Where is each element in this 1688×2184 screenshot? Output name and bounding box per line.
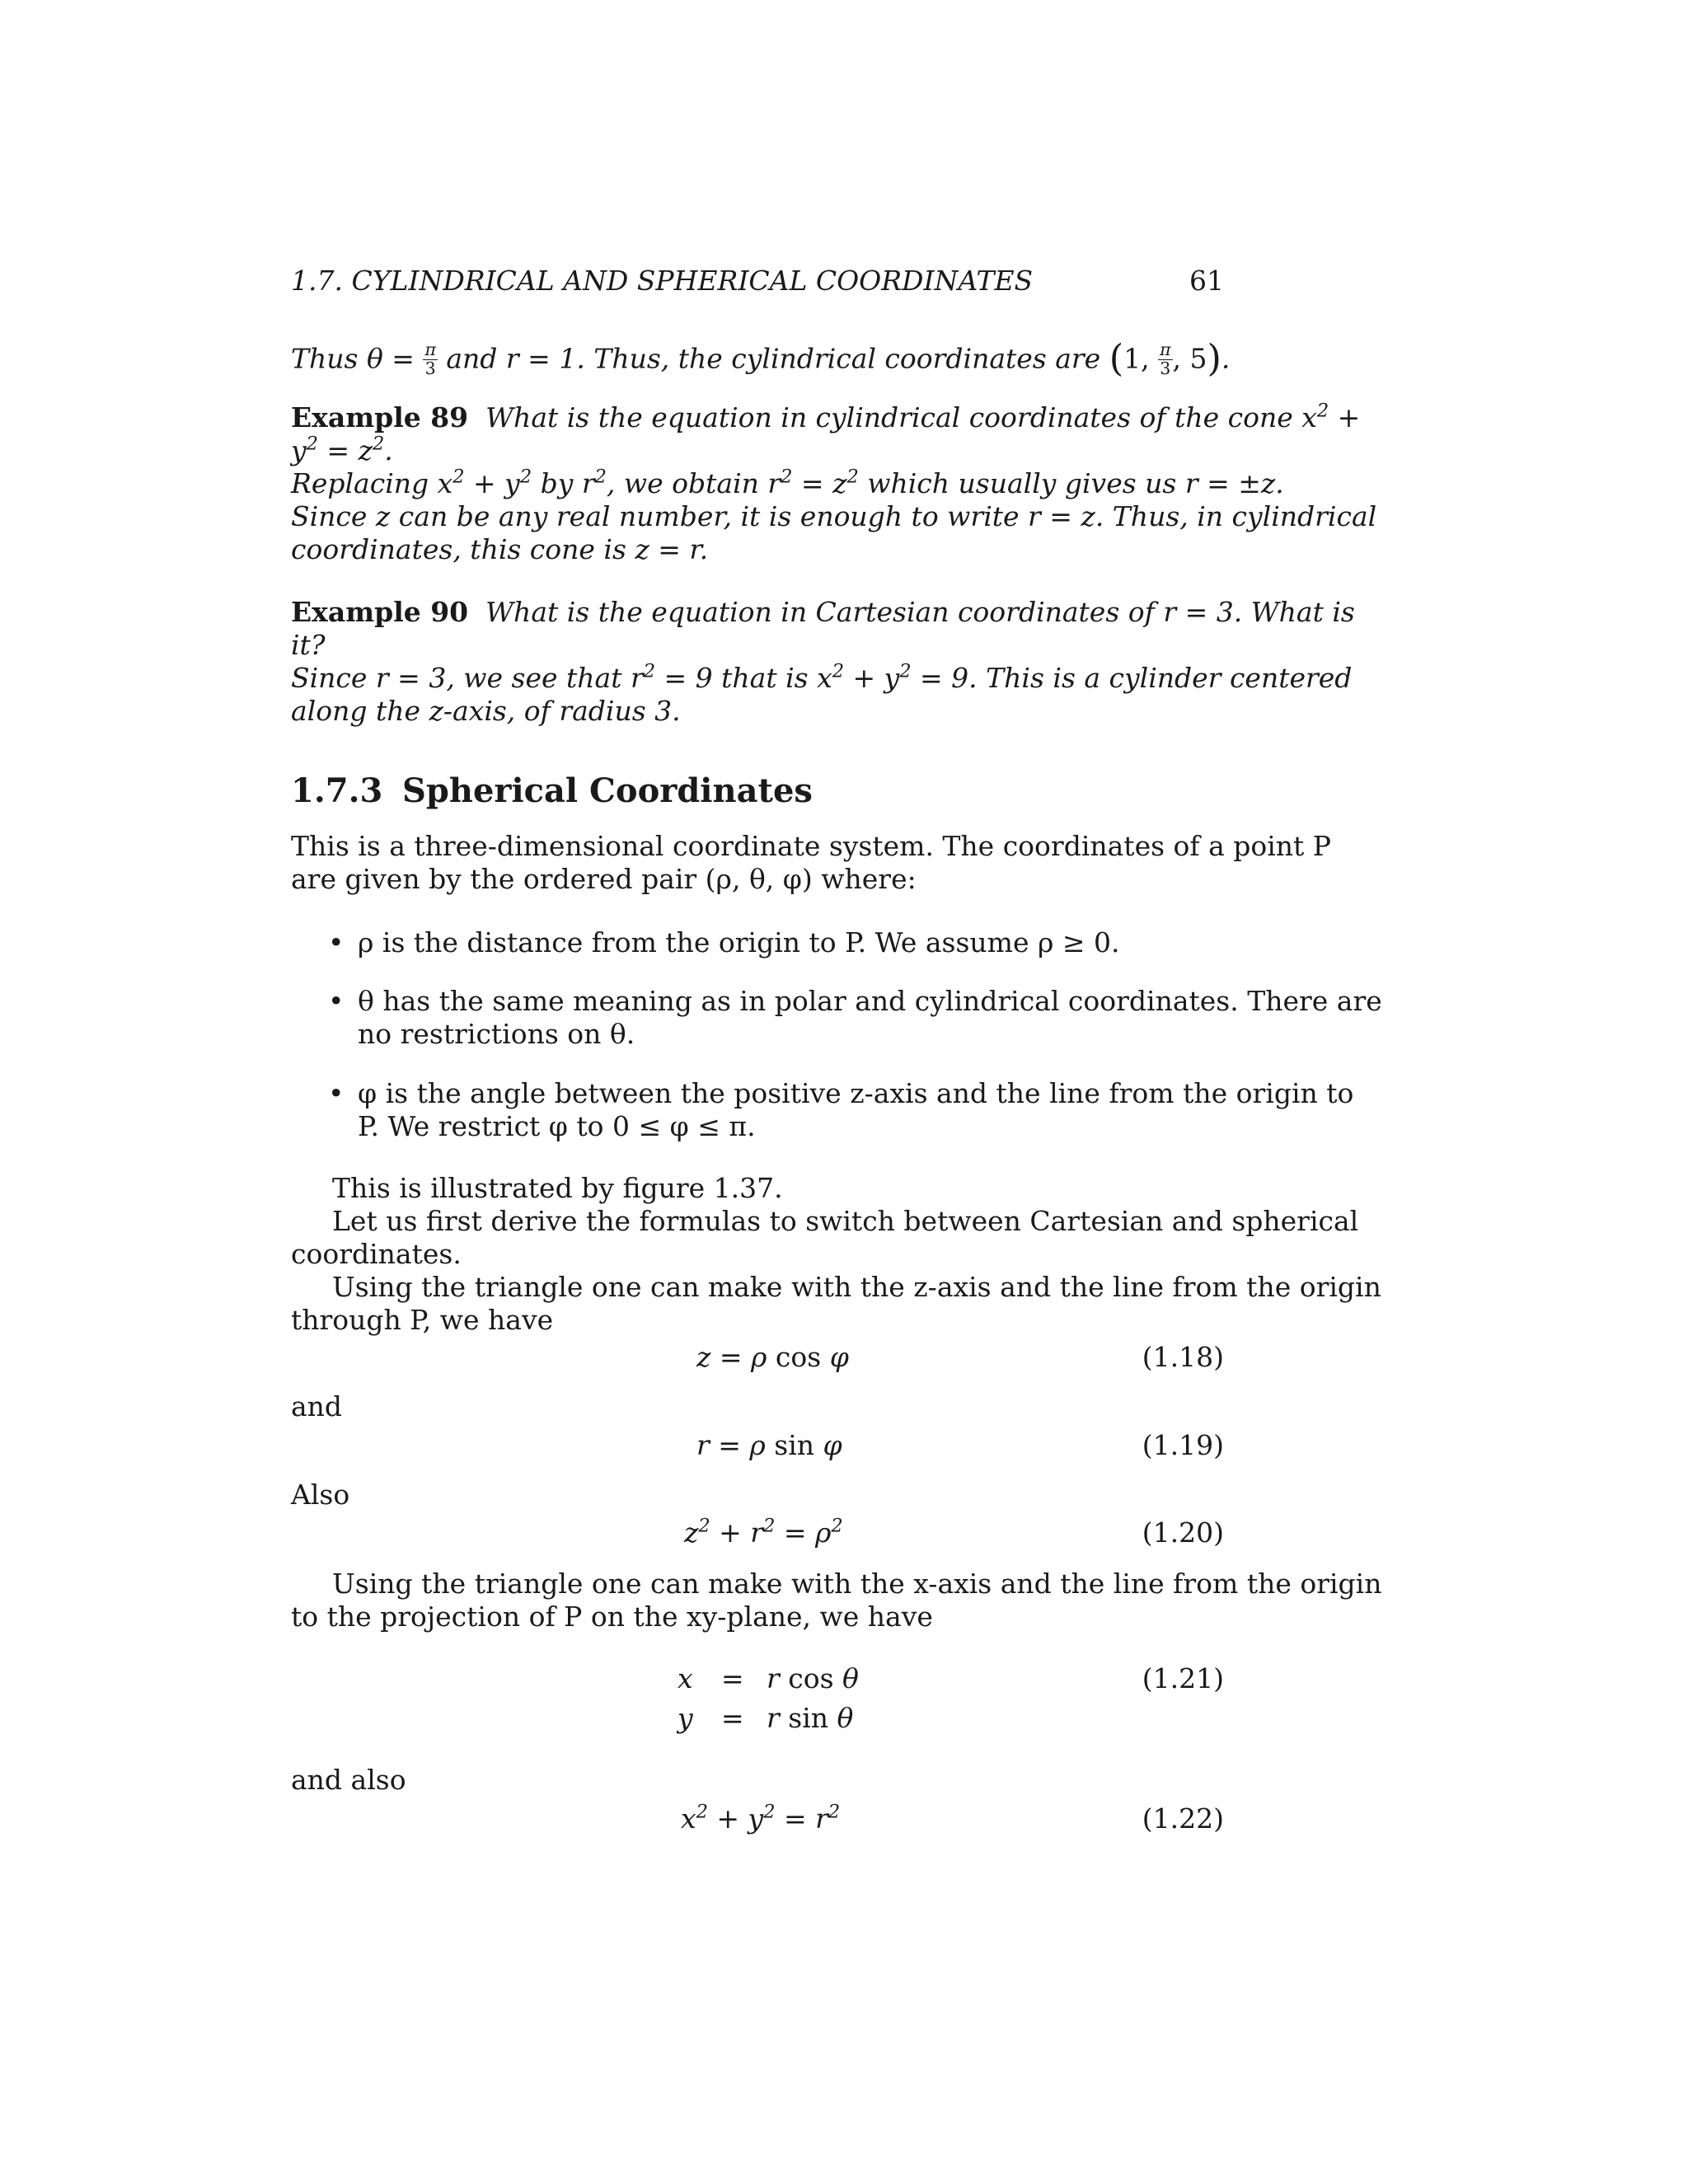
- example-90-question-line-1: Example 90 What is the equation in Cartesian coordinates of r = 3. What is: [291, 596, 1355, 628]
- intro-line: Thus θ = $\frac{\pi}{3}$ and r = 1. Thus, the cylindrical coordinates are (1, $\frac{\pi}{3}$ , 5).: [291, 337, 1231, 380]
- example-89-answer-line-2: Since z can be any real number, it is enough to write r = z. Thus, in cylindrical: [291, 500, 1377, 532]
- example-89-question-line-2: $y^2 = z^2$.: [291, 433, 393, 466]
- example-89-answer-line-3: coordinates, this cone is z = r.: [291, 533, 709, 565]
- paragraph-2-line-1: This is illustrated by figure 1.37.: [332, 1172, 783, 1204]
- section-heading: [291, 771, 813, 810]
- equation-1-22: $x^2 + y^2 = r^2$: [681, 1801, 841, 1835]
- paragraph-2-line-2: Let us first derive the formulas to switch between Cartesian and spherical: [332, 1205, 1359, 1237]
- equation-number-1-18: (1.18): [1142, 1341, 1224, 1373]
- text-also: Also: [291, 1479, 350, 1511]
- example-90-answer-line-1: Since r = 3, we see that $r^2 = 9$ that is $x^2 + y^2 = 9$. This is a cylinder centered: [291, 660, 1353, 694]
- paragraph-2-line-3: coordinates.: [291, 1238, 462, 1270]
- intro-text-a: Thus θ =: [291, 342, 424, 375]
- page: 1.7. CYLINDRICAL AND SPHERICAL COORDINATES 61 Thus θ = $\frac{\pi}{3}$ and r = 1. Thus, the cylindrical coordinates are (1, $\frac{\pi}{3}$ , 5). Example 89 What is the equation in cylindrical coordinates of the cone $x^2$ + $y^2 = z^2$. Replacing $x^2 + y^2$ by $r^2$, we obtain $r^2 = z^2$ which usually gives us r = ±z. Since z can be any real number, it is enough to write r = z. Thus, in cylindrical coordinates, this cone is z = r. Example 90 What is the equation in Cartesian coordinates of r = 3. What is it? Since r = 3, we see that $r^2 = 9$ that is $x^2 + y^2 = 9$. This is a cylinder centered along the z-axis, of radius 3. 1.7.3 Spherical Coordinates This is a three-dimensional coordinate system. The coordinates of a point P are given by the ordered pair (ρ, θ, φ) where: • ρ is the distance from the origin to P. We assume ρ ≥ 0. • θ has the same meaning as in polar and cylindrical coordinates. There are no restrictions on θ. • φ is the angle between the positive z-axis and the line from the origin to P. We restrict φ to 0 ≤ φ ≤ π. This is illustrated by figure 1.37. Let us first derive the formulas to switch between Cartesian and spherical coordinates. Using the triangle one can make with the z-axis and the line from the origin through P, we have z = ρ cos φ (1.18) and r = ρ sin φ (1.19) Also $z^2 + r^2 = \rho^2$ (1.20) Using the triangle one can make with the x-axis and the line from the origin to the projection of P on the xy-plane, we have x = r cos θ (1.21) y = r sin θ and also $x^2 + y^2 = r^2$ (1.22): [291, 265, 1382, 1835]
- equation-1-21-row-1-eq: =: [721, 1662, 744, 1694]
- bullet-dot-icon: •: [328, 985, 345, 1017]
- example-90-question-line-2: it?: [291, 629, 326, 661]
- example-90-label: Example 90: [291, 596, 469, 628]
- running-header-title: 1.7. CYLINDRICAL AND SPHERICAL COORDINATES: [291, 265, 1034, 297]
- page-number: 61: [1189, 265, 1224, 297]
- bullet-dot-icon: •: [328, 1077, 345, 1109]
- example-90-answer-line-2: along the z-axis, of radius 3.: [291, 695, 681, 727]
- equation-1-21-row-1-lhs: x: [678, 1662, 693, 1694]
- equation-number-1-22: (1.22): [1142, 1802, 1224, 1835]
- paragraph-3-line-1: Using the triangle one can make with the x-axis and the line from the origin: [332, 1568, 1382, 1600]
- equation-1-19: r = ρ sin φ: [696, 1429, 842, 1461]
- paragraph-1-line-2: are given by the ordered pair (ρ, θ, φ) where:: [291, 863, 917, 895]
- equation-number-1-20: (1.20): [1142, 1516, 1224, 1549]
- example-89-answer-line-1: Replacing $x^2 + y^2$ by $r^2$, we obtain $r^2 = z^2$ which usually gives us r = ±z.: [291, 466, 1284, 499]
- intro-text-b: and r = 1. Thus, the cylindrical coordinates are: [437, 342, 1109, 375]
- section-title: Spherical Coordinates: [402, 771, 813, 810]
- paragraph-1-line-1: This is a three-dimensional coordinate system. The coordinates of a point P: [291, 830, 1332, 862]
- equation-1-21-row-1-rhs: r cos θ: [767, 1662, 859, 1694]
- text-and-also: and also: [291, 1764, 406, 1796]
- equation-1-21-row-2-eq: =: [721, 1702, 744, 1734]
- equation-number-1-19: (1.19): [1142, 1429, 1224, 1461]
- paragraph-3-line-2: to the projection of P on the xy-plane, we have: [291, 1601, 933, 1633]
- equation-1-21-row-2-lhs: y: [678, 1702, 693, 1734]
- equation-1-20: $z^2 + r^2 = \rho^2$: [684, 1515, 843, 1549]
- example-89-question-line-1: Example 89 What is the equation in cylindrical coordinates of the cone $x^2$ +: [291, 400, 1361, 434]
- example-89-label: Example 89: [291, 401, 469, 434]
- fraction-pi-3: $\frac{\pi}{3}$: [424, 340, 436, 378]
- bullet-dot-icon: •: [328, 926, 345, 958]
- equation-number-1-21: (1.21): [1142, 1662, 1224, 1694]
- paragraph-2-line-4: Using the triangle one can make with the z-axis and the line from the origin: [332, 1271, 1381, 1303]
- equation-1-21-row-2-rhs: r sin θ: [767, 1702, 854, 1734]
- fraction-pi-3-tuple: $\frac{\pi}{3}$: [1160, 340, 1171, 378]
- section-number: 1.7.3: [291, 771, 383, 810]
- paragraph-2-line-5: through P, we have: [291, 1304, 554, 1336]
- text-and: and: [291, 1390, 343, 1422]
- equation-1-18: z = ρ cos φ: [696, 1341, 849, 1373]
